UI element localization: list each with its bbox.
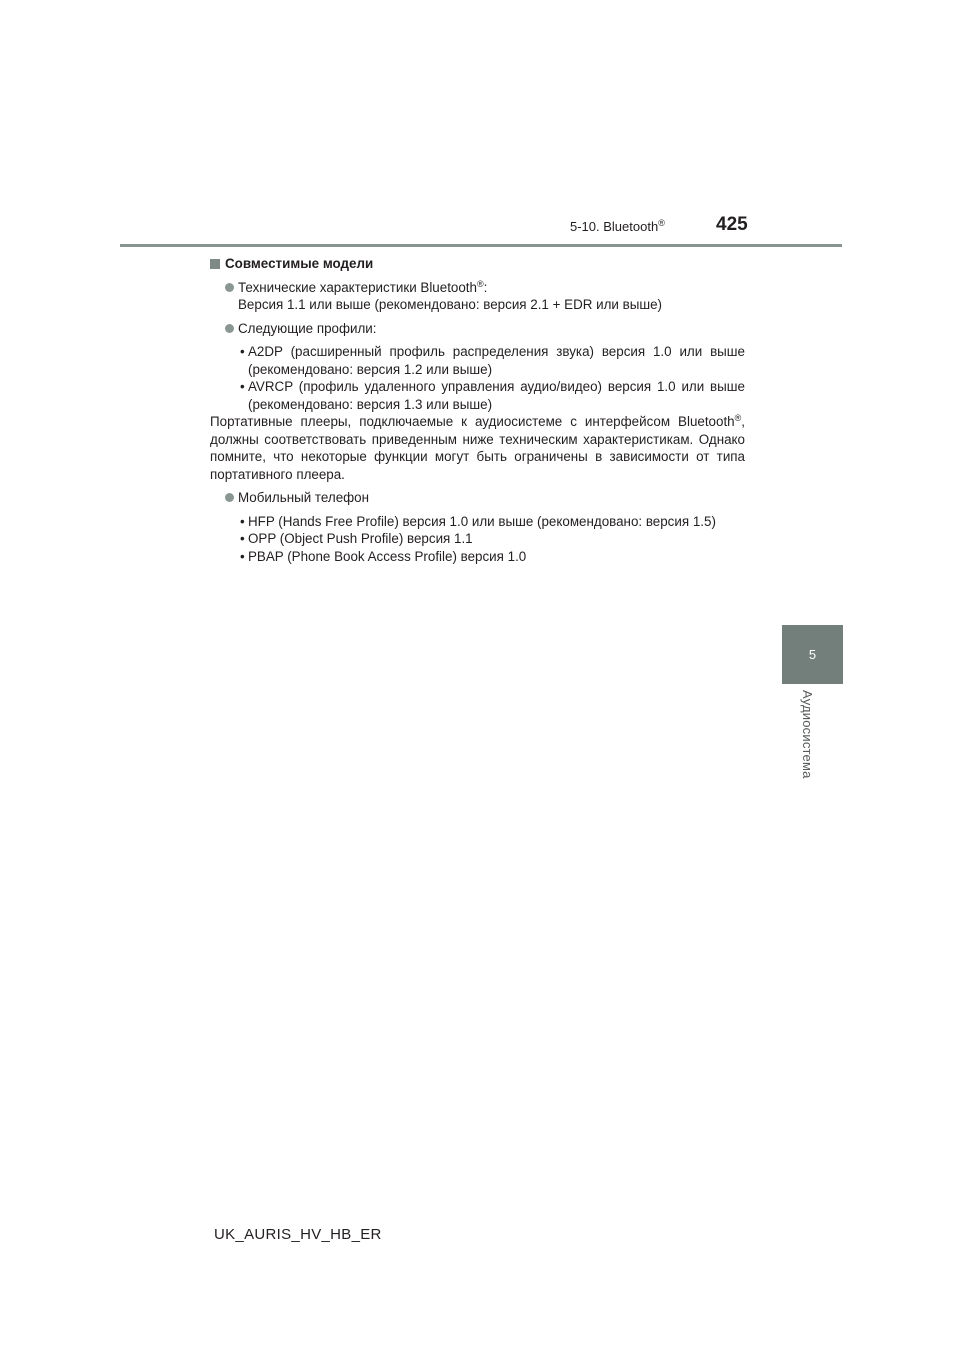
chapter-tab[interactable]	[782, 625, 843, 684]
section-heading	[210, 255, 745, 273]
dot-bullet-icon: •	[240, 344, 245, 359]
list-item	[210, 343, 745, 378]
list-item	[210, 513, 745, 531]
dot-bullet-icon: •	[240, 379, 245, 394]
chapter-label: Аудиосистема	[800, 690, 815, 779]
bullet-spec-line2: Версия 1.1 или выше (рекомендовано: версия 2.1 + EDR или выше)	[238, 297, 663, 312]
page-number: 425	[716, 214, 748, 235]
header-divider	[120, 244, 842, 247]
list-item-text: AVRCP (профиль удаленного управления аудио/видео) версия 1.0 или выше (рекомендовано: версия 1.3 или выше)	[248, 379, 745, 412]
circle-bullet-icon	[225, 324, 234, 333]
list-item-text: OPP (Object Push Profile) версия 1.1	[248, 531, 473, 546]
registered-mark: ®	[734, 413, 742, 423]
circle-bullet-icon	[225, 283, 234, 292]
dot-bullet-icon: •	[240, 531, 245, 546]
list-item-text: A2DP (расширенный профиль распределения звука) версия 1.0 или выше (рекомендовано: версия 1.2 или выше)	[248, 344, 745, 377]
list-item-text: PBAP (Phone Book Access Profile) версия 1.0	[248, 548, 527, 564]
bullet-mobile	[210, 489, 745, 507]
portable-players-paragraph	[210, 413, 745, 483]
list-item-text: HFP (Hands Free Profile) версия 1.0 или выше (рекомендовано: версия 1.5)	[248, 513, 716, 529]
bullet-spec-colon: :	[483, 279, 488, 295]
square-bullet-icon	[210, 259, 220, 269]
document-code: UK_AURIS_HV_HB_ER	[214, 1226, 382, 1243]
circle-bullet-icon	[225, 493, 234, 502]
section-heading-text: Совместимые модели	[225, 256, 374, 271]
bullet-profiles	[210, 320, 745, 338]
chapter-number: 5	[808, 647, 817, 662]
main-content	[210, 255, 745, 565]
registered-mark: ®	[658, 218, 665, 228]
registered-mark: ®	[476, 278, 484, 289]
paragraph-part2: , должны соответствовать приведенным ниже техническим характеристикам. Однако помните, что некоторые функции могут быть ограничены в зависимости от типа портативного плеера.	[210, 414, 745, 482]
list-item	[210, 530, 745, 548]
mobile-profile-list	[210, 513, 745, 566]
bullet-profiles-text: Следующие профили:	[238, 320, 377, 336]
dot-bullet-icon: •	[240, 548, 245, 564]
paragraph-part1: Портативные плееры, подключаемые к аудиосистеме с интерфейсом Bluetooth	[210, 414, 735, 429]
running-header	[570, 219, 665, 234]
dot-bullet-icon: •	[240, 513, 245, 529]
profile-list	[210, 343, 745, 413]
bullet-mobile-text: Мобильный телефон	[238, 490, 370, 505]
bullet-spec-line1: Технические характеристики Bluetooth	[238, 279, 477, 295]
list-item	[210, 378, 745, 413]
section-title: 5-10. Bluetooth	[570, 219, 659, 234]
list-item	[210, 548, 745, 566]
bullet-spec	[210, 279, 745, 314]
